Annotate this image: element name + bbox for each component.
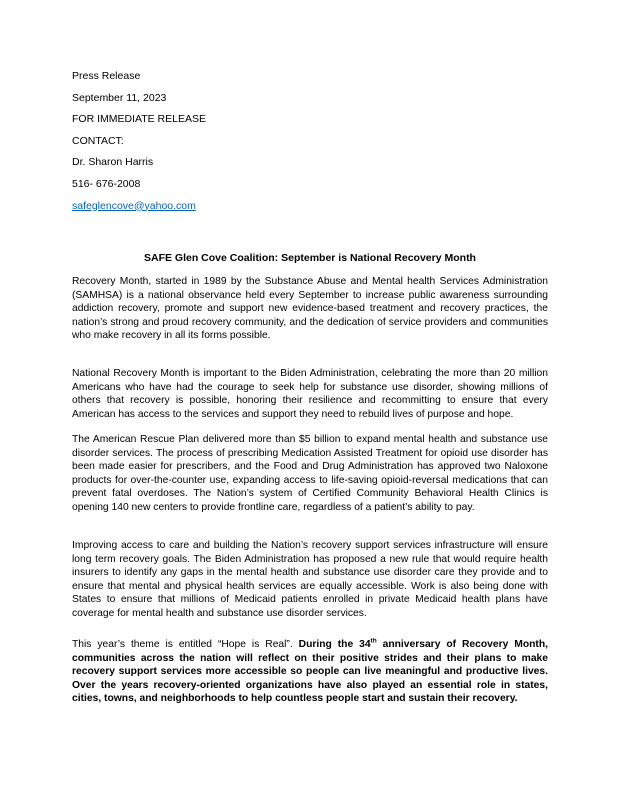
contact-phone: 516- 676-2008	[72, 177, 141, 190]
anniversary-text-rest: anniversary of Recovery Month, communities across the nation will reflect on their positive strides and their plans to make recovery support services more accessible so people can live meaningful and productive lives. Over the years recovery-oriented organizations have also played an essential role in states, cities, towns, and neighborhoods to help countless people start and sustain their recovery.	[72, 639, 548, 705]
press-release-header	[72, 69, 206, 220]
release-date: September 11, 2023	[72, 91, 167, 104]
contact-label: CONTACT:	[72, 134, 124, 147]
immediate-release-label: FOR IMMEDIATE RELEASE	[72, 113, 206, 126]
paragraph-american-rescue-plan: The American Rescue Plan delivered more than $5 billion to expand mental health and substance use disorder services. The process of prescribing Medication Assisted Treatment for opioid use disorder has been made easier for prescribers, and the Food and Drug Administration has approved two Naloxone products for over-the-counter use, expanding access to life-saving opioid-reversal medications that can prevent fatal overdoses. The Nation’s system of Certified Community Behavioral Health Clinics is opening 140 new centers to provide frontline care, regardless of a patient’s ability to pay.	[72, 434, 548, 513]
press-release-label: Press Release	[72, 70, 141, 82]
document-title: SAFE Glen Cove Coalition: September is National Recovery Month	[144, 252, 476, 264]
contact-email-link[interactable]: safeglencove@yahoo.com	[72, 199, 196, 212]
paragraph-theme	[72, 638, 548, 706]
ordinal-suffix: th	[370, 637, 377, 645]
paragraph-access-to-care: Improving access to care and building the Nation’s recovery support services infrastructure will ensure long term recovery goals. The Biden Administration has proposed a new rule that would require health insurers to identify any gaps in the mental health and substance use disorder care they provide and to ensure that mental and physical health services are equally accessible. Work is also being done with States to ensure that millions of Medicaid patients enrolled in private Medicaid health plans have coverage for mental health and substance use disorder services.	[72, 540, 548, 619]
paragraph-biden-administration: National Recovery Month is important to the Biden Administration, celebrating the more than 20 million Americans who have had the courage to seek help for substance use disorder, showing millions of others that recovery is possible, honoring their resilience and recommitting to ensure that every American has access to the services and support they need to rebuild lives of purpose and hope.	[72, 368, 548, 420]
contact-name: Dr. Sharon Harris	[72, 156, 154, 169]
paragraph-recovery-month: Recovery Month, started in 1989 by the Substance Abuse and Mental health Services Administration (SAMHSA) is a national observance held every September to increase public awareness surrounding addiction recovery, promote and support new evidence-based treatment and recovery practices, the nation’s strong and proud recovery community, and the dedication of service providers and communities who make recovery in all its forms possible.	[72, 276, 548, 342]
theme-intro-text: This year’s theme is entitled “Hope is Real”.	[72, 639, 299, 650]
anniversary-text-start: During the 34	[298, 639, 371, 650]
